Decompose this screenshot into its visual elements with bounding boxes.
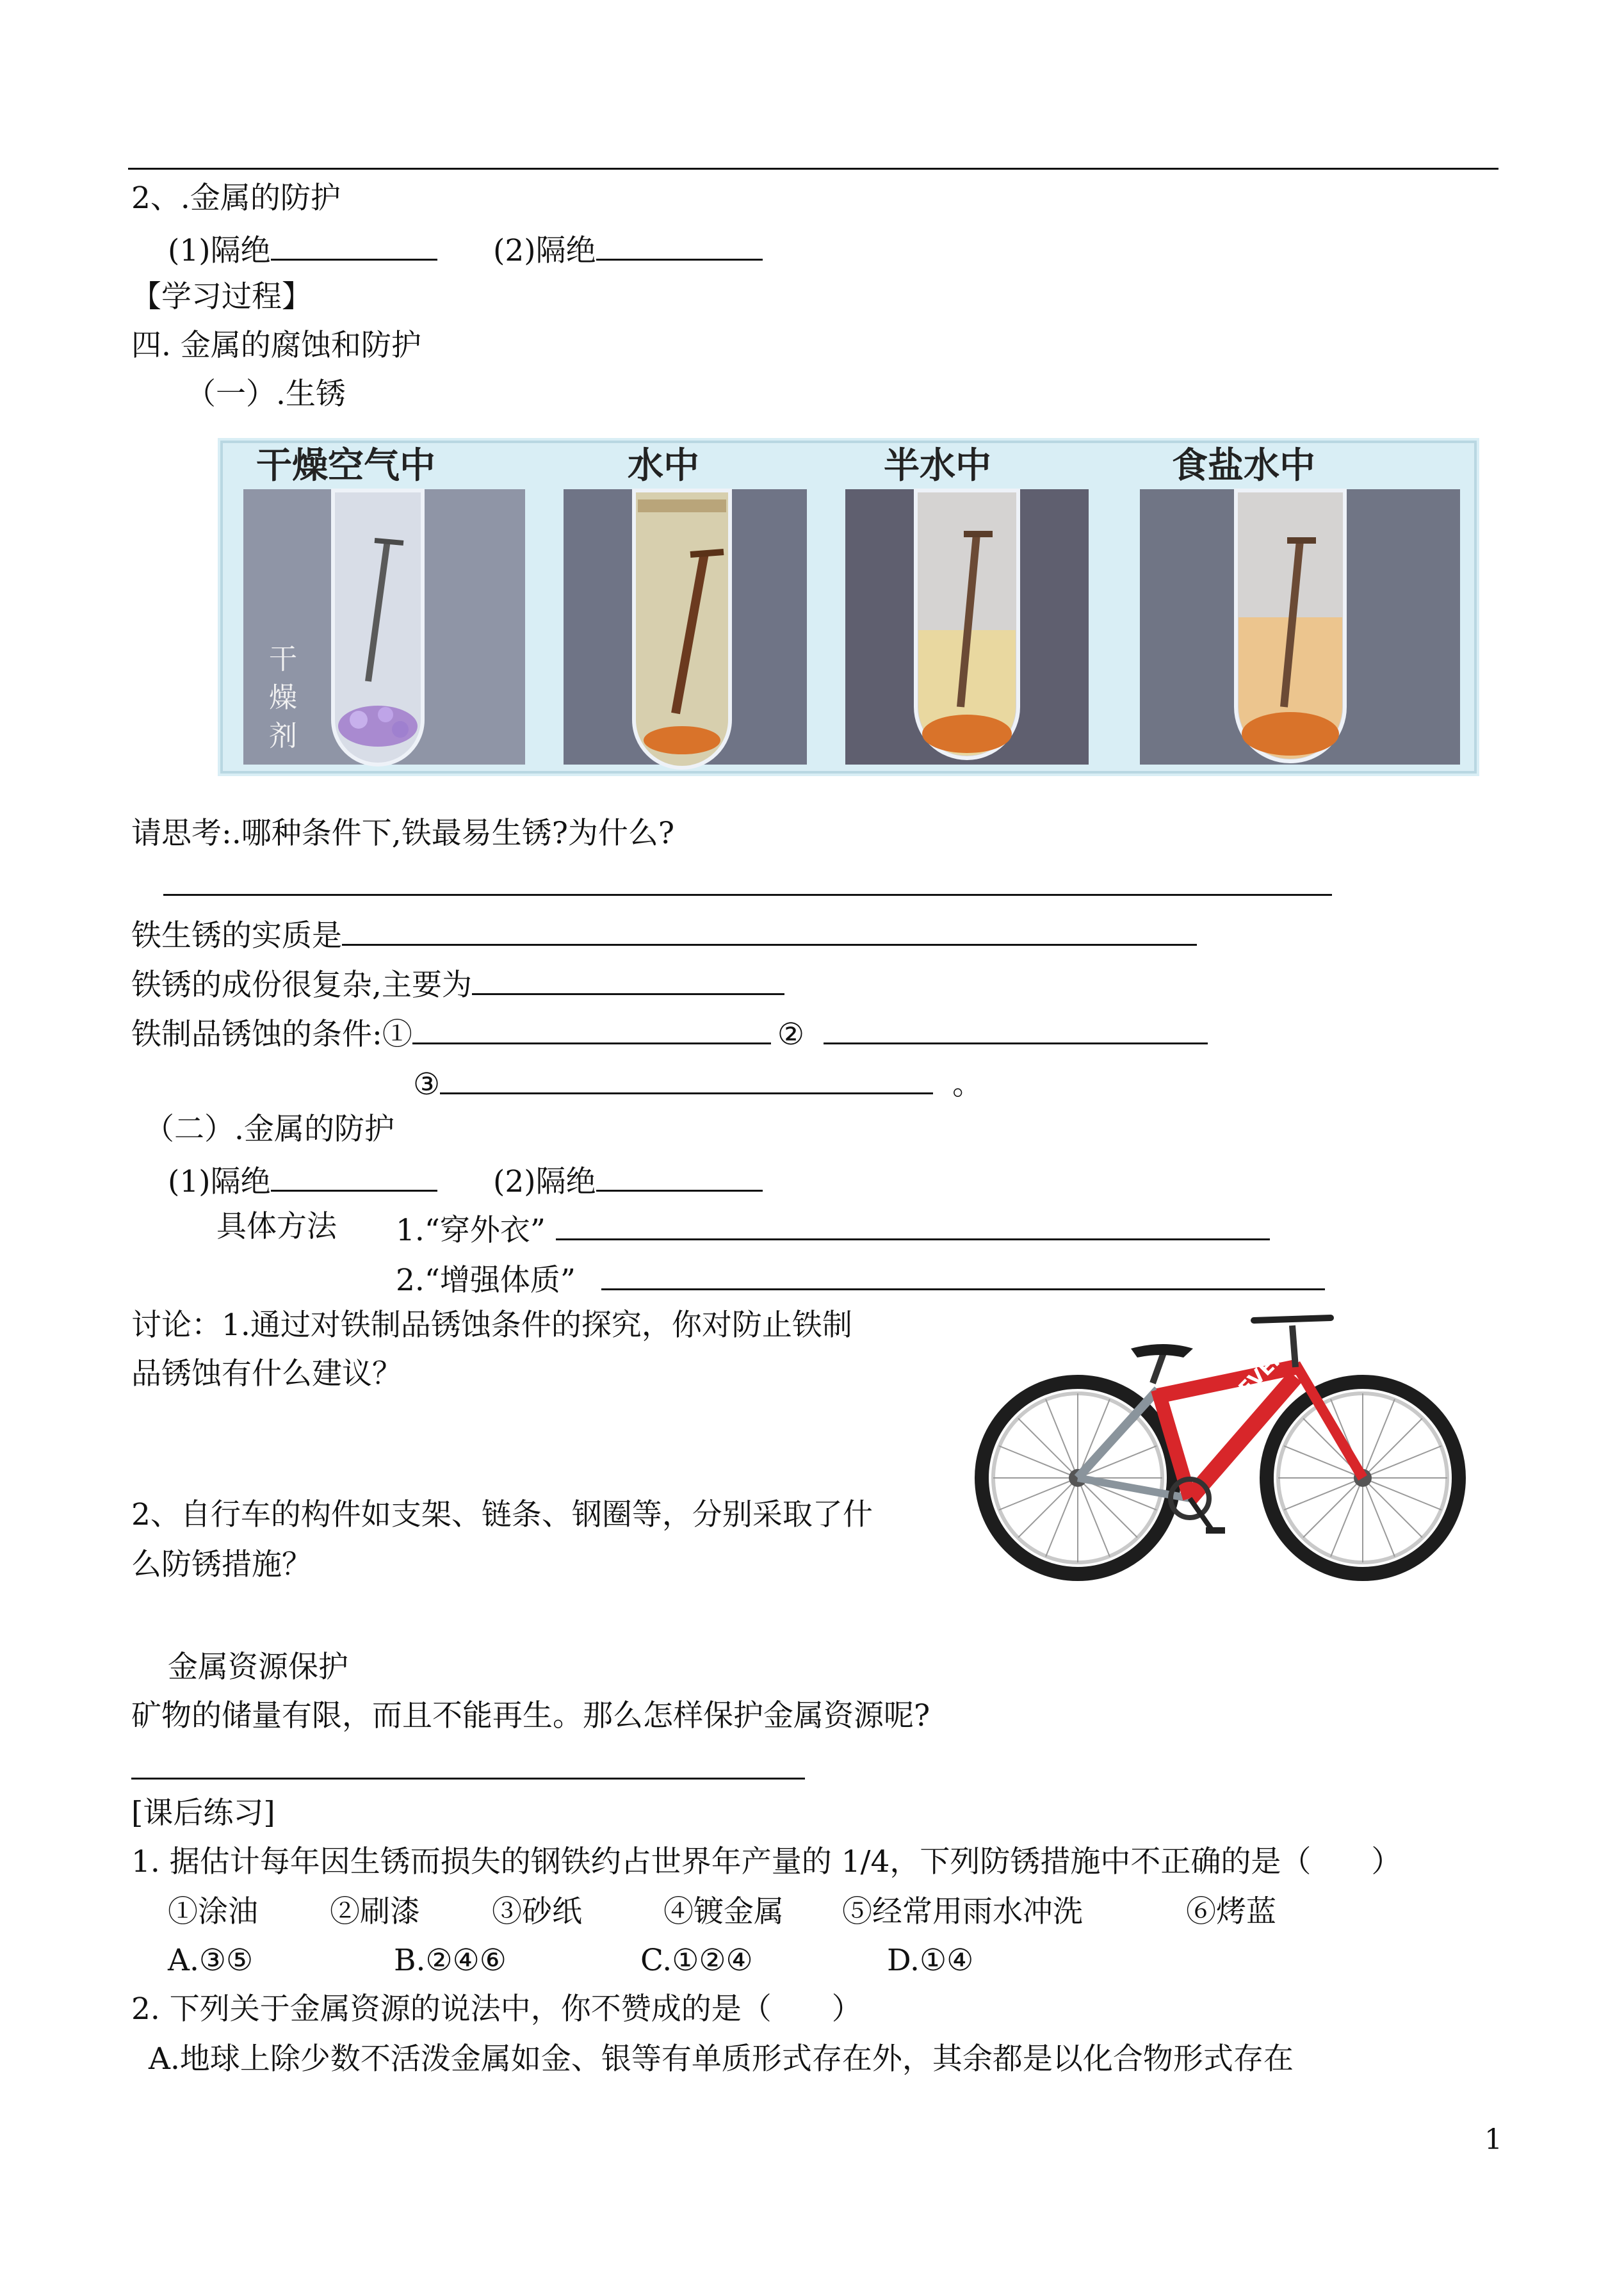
exercise-heading: [课后练习] (131, 1796, 275, 1831)
desiccant-label-1: 干 (269, 643, 297, 676)
protection-isolation-2 (493, 1160, 763, 1200)
blank-protection-iso1[interactable] (271, 1160, 437, 1192)
method-2-label: 2.“增强体质” (396, 1263, 576, 1298)
blank-method-1[interactable] (556, 1209, 1270, 1240)
section2-iso2-label: (2)隔绝 (493, 233, 596, 268)
q2-option-a[interactable]: A.地球上除少数不活泼金属如金、银等有单质形式存在外，其余都是以化合物形式存在 (149, 2041, 1294, 2077)
tube-panel-salt-water (1140, 489, 1460, 765)
nail-head-dry (375, 540, 403, 543)
methods-label: 具体方法 (216, 1209, 337, 1244)
q1-option-a[interactable]: A.③⑤ (168, 1943, 254, 1978)
crystal-2 (378, 707, 393, 722)
think-question: 请思考:.哪种条件下,铁最易生锈?为什么? (131, 816, 675, 851)
crystal-1 (350, 711, 368, 729)
label-water: 水中 (628, 445, 699, 487)
part4-heading: 四. 金属的腐蚀和防护 (131, 328, 421, 363)
section2-iso1-label: (1)隔绝 (168, 233, 271, 268)
page-number: 1 (1484, 2123, 1502, 2156)
nail-head-water (690, 552, 724, 555)
resource-heading: 金属资源保护 (168, 1650, 348, 1685)
section2-isolation-2 (493, 229, 763, 269)
label-dry-air: 干燥空气中 (256, 445, 435, 487)
blank-condition-1[interactable] (412, 1013, 771, 1044)
tube-panel-dry-air (243, 489, 525, 765)
crystal-3 (392, 721, 409, 738)
q1-stem: 1. 据估计每年因生锈而损失的钢铁约占世界年产量的 1/4，下列防锈措施中不正确的是（ ） (131, 1844, 1402, 1879)
answer-line-think[interactable] (163, 894, 1332, 896)
q1-item-4: ④镀金属 (663, 1894, 784, 1929)
blank-method-2[interactable] (601, 1259, 1325, 1290)
label-salt-water: 食盐水中 (1172, 445, 1315, 487)
discussion-2-line-2: 么防锈措施？ (131, 1547, 312, 1582)
resource-question: 矿物的储量有限，而且不能再生。那么怎样保护金属资源呢? (131, 1698, 930, 1733)
blank-iso1[interactable] (271, 229, 437, 261)
rust-essence (131, 914, 1197, 954)
rust-conditions-label: 铁制品锈蚀的条件:① (131, 1017, 412, 1052)
handlebar (1254, 1318, 1331, 1320)
rust-conditions (131, 1013, 1208, 1053)
q1-option-d[interactable]: D.①④ (887, 1943, 974, 1978)
rust-sediment-water (644, 726, 720, 754)
rust-composition (131, 964, 784, 1003)
protection-iso1-label: (1)隔绝 (168, 1164, 271, 1199)
bike-brand-text: FOREVER (1203, 1345, 1290, 1432)
q1-item-3: ③砂纸 (492, 1894, 582, 1929)
desiccant-label-3: 剂 (269, 720, 297, 752)
method-2 (396, 1259, 1325, 1299)
discussion-1-line-1: 讨论：1.通过对铁制品锈蚀条件的探究，你对防止铁制 (131, 1308, 852, 1343)
method-1 (396, 1209, 1270, 1249)
rust-composition-label: 铁锈的成份很复杂,主要为 (131, 968, 472, 1003)
learning-process-heading: 【学习过程】 (131, 279, 312, 314)
protection-isolation-1 (168, 1160, 437, 1200)
section2-isolation-1 (168, 229, 437, 269)
discussion-2-line-1: 2、自行车的构件如支架、链条、钢圈等，分别采取了什 (131, 1497, 873, 1532)
blank-composition[interactable] (472, 964, 784, 995)
rust-experiment-figure (218, 438, 1479, 776)
blank-iso2[interactable] (596, 229, 763, 261)
condition-3-label: ③ (413, 1067, 441, 1102)
water-surface (638, 499, 726, 512)
tube-panel-half-water (845, 489, 1089, 765)
blank-essence[interactable] (342, 914, 1197, 946)
bike-frame (1078, 1318, 1363, 1534)
blank-condition-3[interactable] (440, 1063, 933, 1094)
section2-heading: 2、.金属的防护 (131, 181, 341, 216)
q1-item-5: ⑤经常用雨水冲洗 (842, 1894, 1083, 1929)
rust-essence-label: 铁生锈的实质是 (131, 918, 342, 953)
q2-stem: 2. 下列关于金属资源的说法中，你不赞成的是（ ） (131, 1991, 862, 2027)
blank-protection-iso2[interactable] (596, 1160, 763, 1192)
q1-option-c[interactable]: C.①②④ (640, 1943, 753, 1978)
label-half-water: 半水中 (884, 445, 991, 487)
header-rule (128, 168, 1498, 170)
method-1-label: 1.“穿外衣” (396, 1213, 546, 1248)
protection-heading: （二）.金属的防护 (144, 1112, 394, 1147)
q1-item-1: ①涂油 (168, 1894, 258, 1929)
rust-sediment-half (922, 715, 1012, 753)
bicycle-image (972, 1306, 1469, 1601)
q1-item-6: ⑥烤蓝 (1186, 1894, 1276, 1929)
desiccant-label-2: 燥 (269, 681, 297, 714)
answer-line-resource[interactable] (131, 1778, 805, 1780)
q1-item-2: ②刷漆 (330, 1894, 420, 1929)
discussion-1-line-2: 品锈蚀有什么建议？ (131, 1356, 402, 1391)
q1-option-b[interactable]: B.②④⑥ (394, 1943, 507, 1978)
condition-3-period: 。 (952, 1067, 983, 1102)
blank-condition-2[interactable] (824, 1013, 1208, 1044)
protection-iso2-label: (2)隔绝 (493, 1164, 596, 1199)
rust-sediment-salt (1242, 712, 1339, 756)
rust-heading: （一）.生锈 (186, 377, 346, 412)
condition-2-label: ② (777, 1017, 804, 1052)
rust-condition-3 (413, 1063, 982, 1103)
tube-panel-water (564, 489, 807, 768)
